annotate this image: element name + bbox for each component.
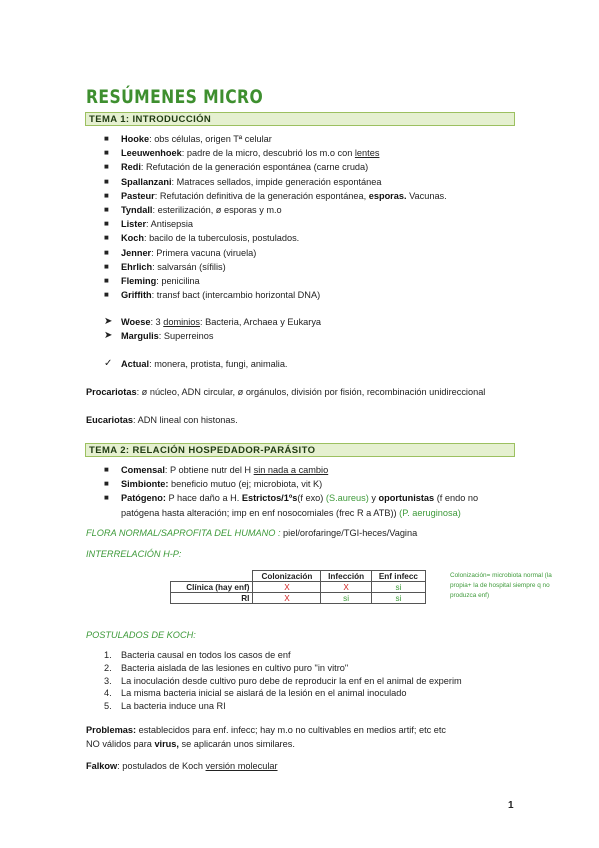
no-validos-line: NO válidos para virus, se aplicarán unos similares.	[86, 739, 295, 749]
interrelacion-label: INTERRELACIÓN H-P:	[86, 549, 182, 559]
square-bullet-icon: ■	[104, 190, 109, 200]
square-bullet-icon: ■	[104, 290, 109, 300]
arrow-bullet-icon: ➤	[104, 316, 113, 327]
square-bullet-icon: ■	[104, 261, 109, 271]
table-cell: si	[321, 593, 371, 604]
table-row	[171, 593, 426, 604]
table-cell: X	[253, 593, 321, 604]
page-number: 1	[508, 800, 514, 811]
arrow-bullet-icon: ➤	[104, 330, 113, 342]
square-bullet-icon: ■	[104, 247, 109, 257]
table-header: Enf infecc	[371, 571, 425, 582]
table-header: Colonización	[253, 571, 321, 582]
square-bullet-icon: ■	[104, 493, 109, 503]
square-bullet-icon: ■	[104, 275, 109, 285]
document-title: RESÚMENES MICRO	[86, 86, 264, 108]
problemas-line: Problemas: establecidos para enf. infecc; hay m.o no cultivables en medios artif; etc etc	[86, 725, 447, 735]
section-title: TEMA 1: INTRODUCCIÓN	[89, 114, 212, 125]
underlined-term: lentes	[354, 148, 380, 159]
procariotas-paragraph: Procariotas: ø núcleo, ADN circular, ø orgánulos, división por fisión, recombinación unidireccional	[86, 387, 486, 397]
table-cell: X	[253, 582, 321, 593]
falkow-line: Falkow: postulados de Koch versión molecular	[86, 761, 278, 771]
postulados-label: POSTULADOS DE KOCH:	[86, 630, 196, 640]
checkmark-icon: ✓	[104, 358, 113, 369]
eucariotas-paragraph: Eucariotas: ADN lineal con histonas.	[86, 415, 238, 425]
square-bullet-icon: ■	[104, 134, 109, 143]
table-row	[171, 582, 426, 593]
underlined-term: sin nada a cambio	[253, 465, 329, 475]
table-header: Infección	[321, 571, 371, 582]
side-note: Colonización= microbiota normal (la propia+ la de hospital siempre q no produzca enf)	[450, 572, 552, 599]
square-bullet-icon: ■	[104, 204, 109, 214]
table-cell: si	[371, 593, 425, 604]
table-cell: X	[321, 582, 371, 593]
square-bullet-icon: ■	[104, 162, 109, 172]
square-bullet-icon: ■	[104, 479, 109, 489]
square-bullet-icon: ■	[104, 219, 109, 229]
table-cell: si	[371, 582, 425, 593]
row-header: RI	[171, 593, 253, 604]
table-corner	[171, 571, 253, 582]
square-bullet-icon: ■	[104, 233, 109, 243]
underlined-term: dominios	[163, 317, 201, 327]
section-header-tema1	[85, 112, 515, 126]
interrelacion-table	[170, 570, 426, 604]
flora-normal-line: FLORA NORMAL/SAPROFITA DEL HUMANO : piel/orofaringe/TGI-heces/Vagina	[86, 528, 418, 538]
square-bullet-icon: ■	[104, 465, 109, 474]
table-header-row	[171, 571, 426, 582]
square-bullet-icon: ■	[104, 148, 109, 158]
section-header-tema2	[85, 443, 515, 457]
square-bullet-icon: ■	[104, 176, 109, 186]
section-title: TEMA 2: RELACIÓN HOSPEDADOR-PARÁSITO	[89, 445, 316, 456]
row-header: Clínica (hay enf)	[171, 582, 253, 593]
underlined-term: versión molecular	[205, 761, 278, 771]
